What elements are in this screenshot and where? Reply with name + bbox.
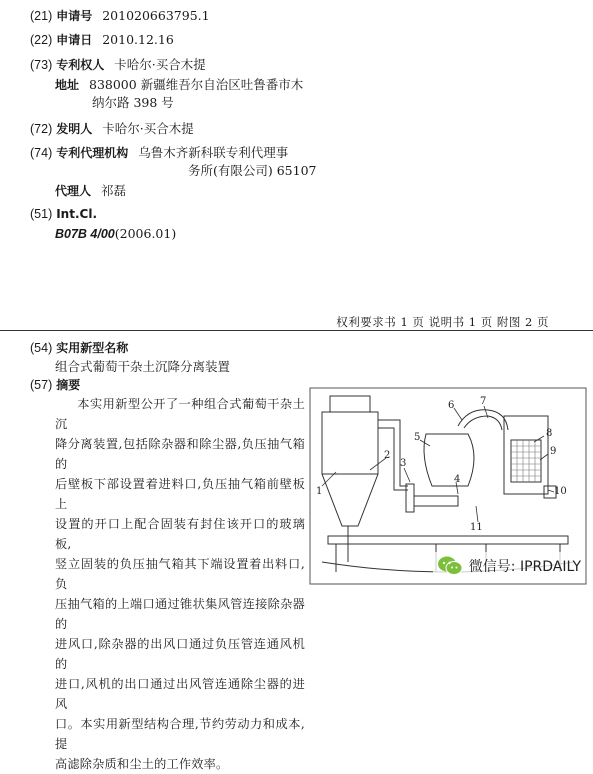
figure-label: 10: [554, 486, 567, 497]
field-int-cl-class: [55, 226, 176, 241]
field-code: (72): [30, 122, 53, 136]
field-code: (21): [30, 9, 53, 23]
field-label: 代理人: [55, 184, 92, 198]
page-counts: 权利要求书 1 页 说明书 1 页 附图 2 页: [336, 315, 549, 329]
figure-label: 9: [550, 446, 557, 457]
field-value: 201020663795.1: [102, 8, 210, 23]
field-patentee: [30, 55, 206, 73]
duct: [378, 420, 408, 486]
field-code: (57): [30, 378, 53, 392]
figure-label: 5: [414, 432, 421, 443]
field-label: 申请日: [56, 33, 93, 47]
abstract-line: 本实用新型公开了一种组合式葡萄干杂土沉: [55, 397, 305, 431]
field-int-cl: [30, 206, 97, 221]
curved-duct: [458, 410, 508, 430]
classification-code: B07B 4/00: [55, 227, 115, 241]
field-value: 祁磊: [101, 183, 127, 198]
field-value: 2010.12.16: [102, 32, 174, 47]
blower: [424, 434, 474, 486]
wechat-watermark: [433, 552, 585, 580]
field-label: 摘要: [56, 378, 81, 392]
field-value: 838000 新疆维吾尔自治区吐鲁番市木: [89, 77, 304, 92]
utility-model-title-heading: [30, 339, 128, 356]
cyclone-top: [330, 396, 370, 412]
field-address: [55, 75, 303, 93]
abstract-heading: [30, 376, 80, 393]
figure-label: 4: [454, 474, 461, 485]
abstract-line: 设置的开口上配合固装有封住该开口的玻璃板,: [55, 517, 305, 551]
field-inventor: [30, 119, 194, 137]
field-label: 实用新型名称: [56, 341, 129, 355]
wechat-icon: [437, 555, 463, 577]
abstract-line: 进口,风机的出口通过出风管连通除尘器的进风: [55, 677, 305, 711]
figure-label: 11: [470, 522, 483, 533]
watermark-text: 微信号: IPRDAILY: [468, 559, 581, 575]
field-label: Int.Cl.: [56, 207, 97, 221]
field-address-line2: 纳尔路 398 号: [92, 95, 174, 110]
abstract-line: 竖立固装的负压抽气箱其下端设置着出料口,负: [55, 557, 305, 591]
cyclone-body: [322, 412, 378, 526]
abstract-body: [55, 394, 305, 774]
field-code: (74): [30, 146, 53, 160]
figure-label: 7: [480, 396, 487, 407]
classification-year: (2006.01): [114, 226, 177, 241]
field-agency-line2: 务所(有限公司) 65107: [188, 163, 317, 178]
pipe: [414, 496, 458, 506]
field-value: 卡哈尔·买合木提: [102, 121, 194, 136]
field-label: 地址: [55, 78, 80, 92]
field-agent: [55, 181, 126, 199]
figure-label: 3: [400, 458, 407, 469]
abstract-line: 降分离装置,包括除杂器和除尘器,负压抽气箱的: [55, 437, 305, 471]
figure-label: 8: [546, 428, 553, 439]
fan-box: [406, 484, 414, 512]
field-value: 乌鲁木齐新科联专利代理事: [138, 145, 289, 160]
header-divider: [0, 330, 593, 331]
field-code: (73): [30, 58, 53, 72]
abstract-line: 压抽气箱的上端口通过锥状集风管连接除杂器的: [55, 597, 305, 631]
field-agency: [30, 143, 288, 161]
abstract-line: 后壁板下部设置着进料口,负压抽气箱前壁板上: [55, 477, 305, 511]
field-code: (22): [30, 33, 53, 47]
field-code: (51): [30, 207, 53, 221]
field-application-number: [30, 7, 210, 24]
base-table: [328, 536, 568, 544]
utility-model-title: 组合式葡萄干杂土沉降分离装置: [55, 359, 231, 374]
abstract-line: 口。本实用新型结构合理,节约劳动力和成本,提: [55, 717, 305, 751]
field-label: 发明人: [56, 122, 93, 136]
figure-label: 6: [448, 400, 455, 411]
field-code: (54): [30, 341, 53, 355]
figure-label: 1: [316, 486, 323, 497]
abstract-line: 进风口,除杂器的出风口通过负压管连通风机的: [55, 637, 305, 671]
abstract-line: 高滤除杂质和尘土的工作效率。: [55, 757, 229, 771]
figure-label: 2: [384, 450, 391, 461]
field-application-date: [30, 31, 174, 48]
field-label: 专利代理机构: [56, 146, 129, 160]
field-label: 专利权人: [56, 58, 105, 72]
field-label: 申请号: [56, 9, 93, 23]
field-value: 卡哈尔·买合木提: [114, 57, 206, 72]
